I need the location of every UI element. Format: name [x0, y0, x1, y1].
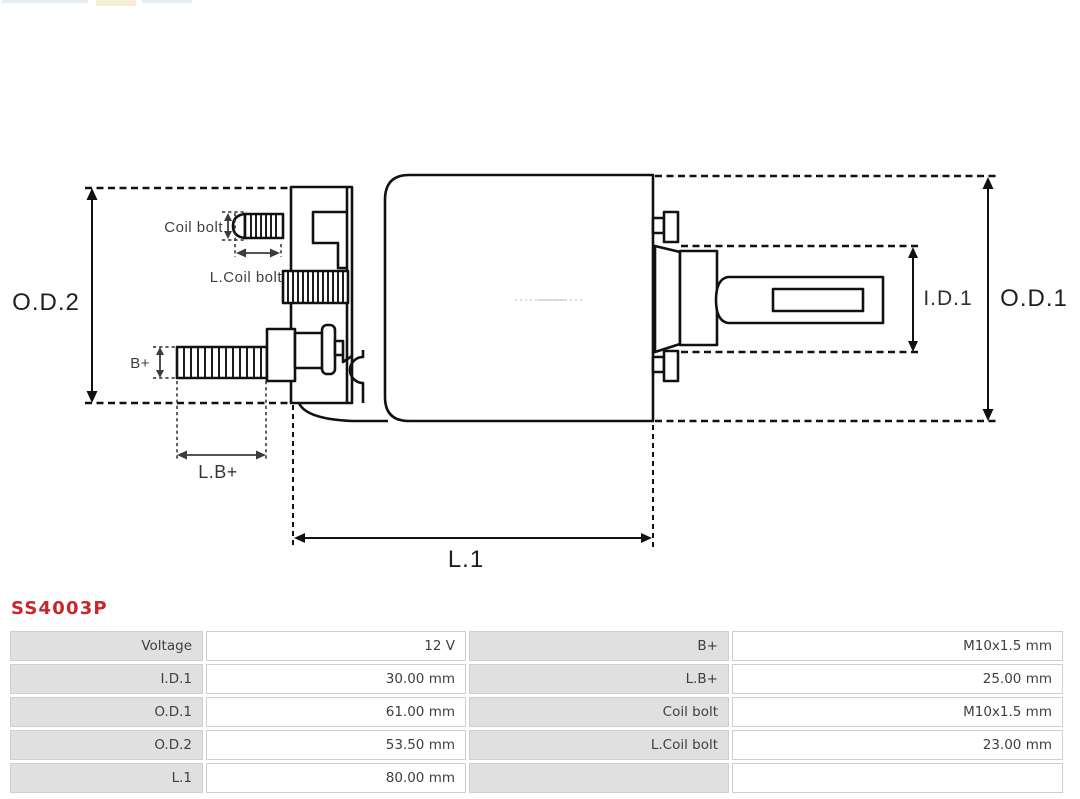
spec-label-cell: L.Coil bolt	[469, 730, 729, 760]
artifact-segment	[142, 0, 192, 3]
dimension-lb-plus	[177, 451, 266, 460]
dimension-od1	[983, 177, 994, 421]
spec-label-cell: L.B+	[469, 664, 729, 694]
spec-label-cell: O.D.1	[10, 697, 203, 727]
spec-value-cell: M10x1.5 mm	[732, 697, 1063, 727]
spec-label-cell: Coil bolt	[469, 697, 729, 727]
dim-label-od1: O.D.1	[1000, 285, 1068, 312]
table-row	[10, 697, 1063, 727]
rear-terminal-top	[653, 212, 678, 242]
spec-label-cell: B+	[469, 631, 729, 661]
dim-label-coil-bolt: Coil bolt	[164, 219, 223, 236]
table-row	[10, 763, 1063, 793]
dim-label-b-plus: B+	[130, 355, 150, 372]
spec-value-cell: 25.00 mm	[732, 664, 1063, 694]
spec-label-cell: I.D.1	[10, 664, 203, 694]
dim-label-l1: L.1	[447, 546, 485, 573]
coil-bolt-drawing	[233, 214, 283, 238]
dim-label-id1: I.D.1	[923, 287, 973, 310]
dimension-id1	[908, 247, 918, 352]
spec-value-cell: M10x1.5 mm	[732, 631, 1063, 661]
spec-value-cell: 12 V	[206, 631, 466, 661]
dimension-l-coil-bolt	[236, 249, 280, 258]
dim-label-od2: O.D.2	[12, 289, 80, 316]
dimension-b-plus	[156, 347, 164, 378]
dimension-l1	[294, 533, 652, 543]
table-row	[10, 631, 1063, 661]
spec-table	[7, 628, 1066, 796]
spec-label-cell: Voltage	[10, 631, 203, 661]
artifact-segment	[2, 0, 88, 3]
rear-terminal-bottom	[653, 351, 678, 381]
spec-label-cell: O.D.2	[10, 730, 203, 760]
cropped-logo-artifact	[0, 0, 200, 8]
spec-value-cell: 30.00 mm	[206, 664, 466, 694]
part-number-title: SS4003P	[11, 598, 108, 619]
dim-label-lb-plus: L.B+	[198, 462, 238, 482]
spec-value-cell: 53.50 mm	[206, 730, 466, 760]
dim-label-l-coil-bolt: L.Coil bolt	[209, 269, 282, 286]
dimension-od2	[87, 188, 98, 403]
table-row	[10, 664, 1063, 694]
spec-value-cell	[732, 763, 1063, 793]
spec-value-cell: 23.00 mm	[732, 730, 1063, 760]
spec-label-cell: L.1	[10, 763, 203, 793]
artifact-segment	[96, 0, 136, 6]
plunger-drawing	[655, 246, 883, 352]
table-row	[10, 730, 1063, 760]
spec-value-cell: 80.00 mm	[206, 763, 466, 793]
spec-value-cell: 61.00 mm	[206, 697, 466, 727]
dimension-coil-bolt	[224, 213, 232, 239]
spec-label-cell	[469, 763, 729, 793]
